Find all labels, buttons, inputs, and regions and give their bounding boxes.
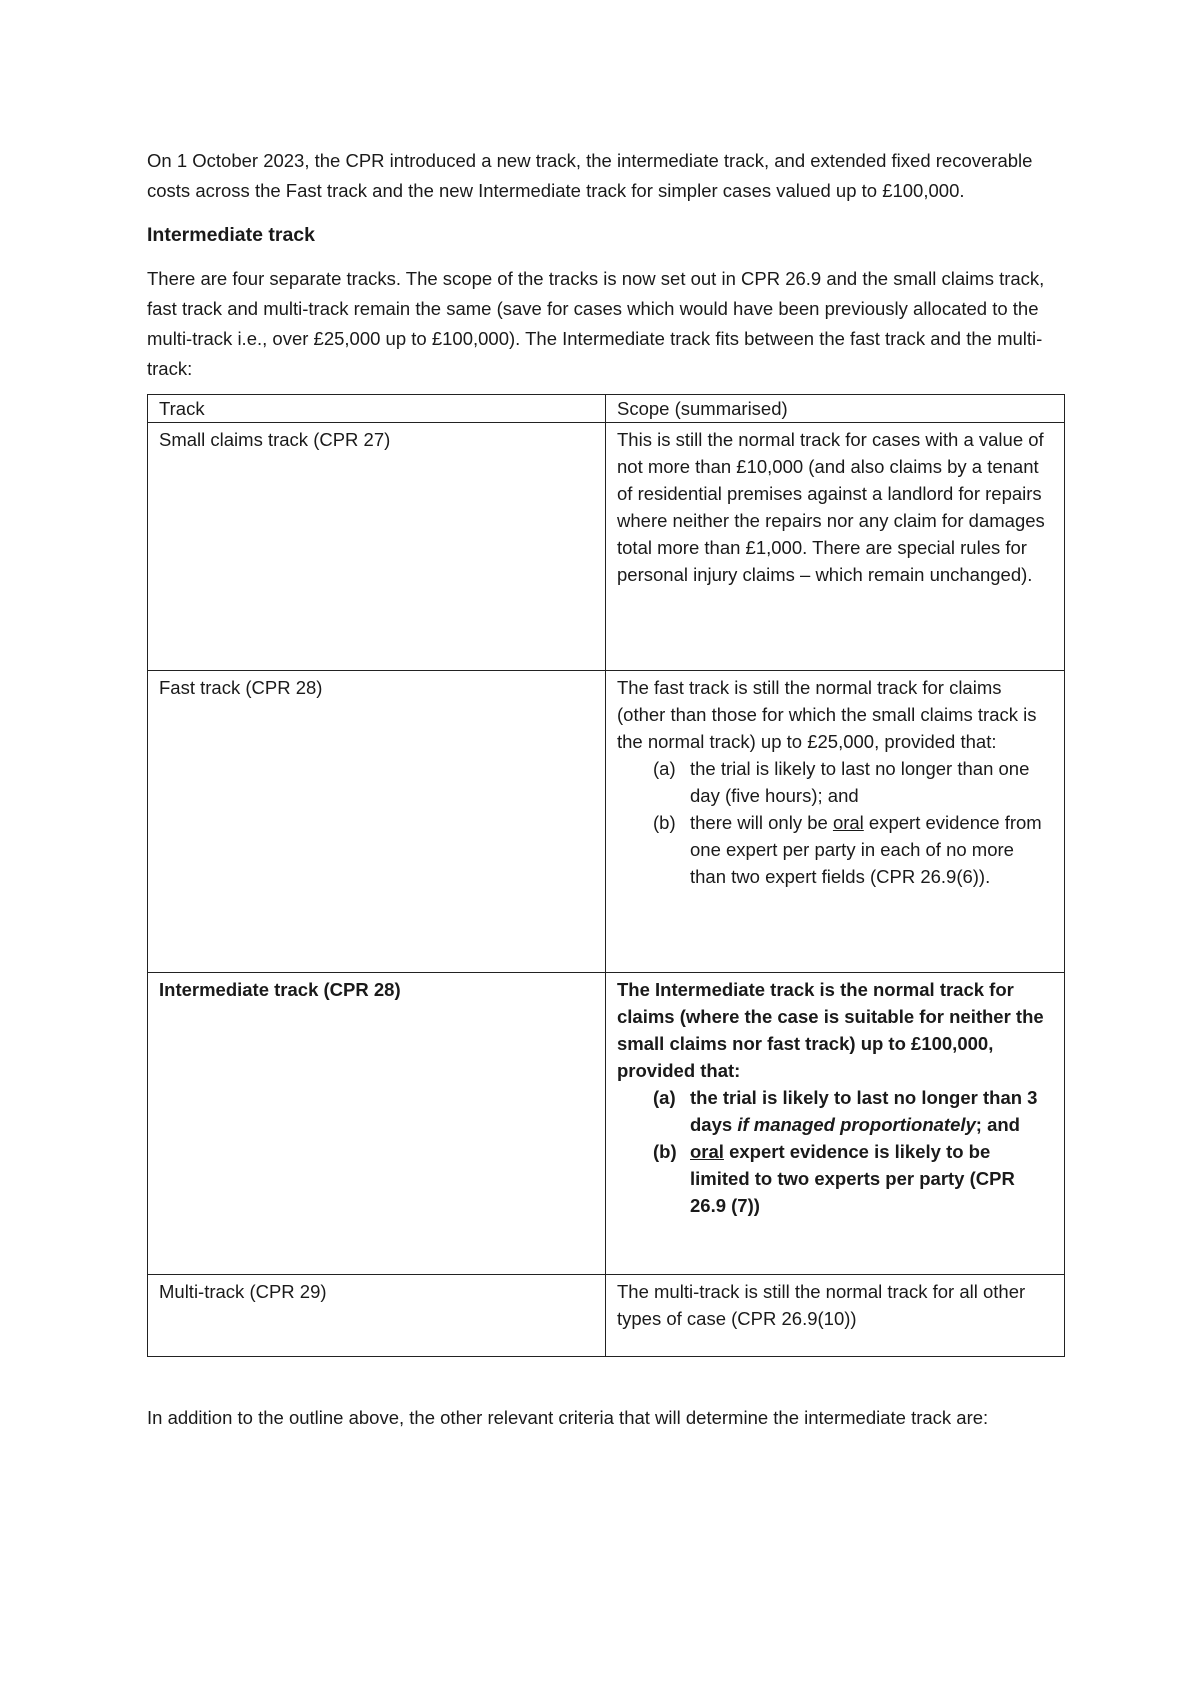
scope-cell: This is still the normal track for cases with a value of not more than £10,000 (and also claims by a tenant of residential premises against a landlord for repairs where neither the repairs nor any claim for damages total more than £1,000. There are special rules for personal injury claims – which remain unchanged). [606,423,1065,671]
condition-b [653,809,1054,890]
condition-marker: (a) [653,1087,676,1108]
table-row-intermediate-track [148,973,1065,1275]
condition-text: expert evidence from one expert per party in each of no more than two expert fields (CPR 26.9(6)). [690,812,1042,887]
condition-a [653,755,1054,809]
condition-text: the trial is likely to last no longer than one day (five hours); and [690,758,1030,806]
track-cell: Fast track (CPR 28) [148,671,606,973]
condition-a [653,1084,1054,1138]
lead-paragraph: There are four separate tracks. The scope of the tracks is now set out in CPR 26.9 and the small claims track, fast track and multi-track remain the same (save for cases which would have been previously allocated to the multi-track i.e., over £25,000 up to £100,000). The Intermediate track fits between the fast track and the multi-track: [147,268,1045,379]
condition-marker: (b) [653,812,676,833]
tracks-table [147,394,1065,1357]
condition-underlined: oral [832,812,864,833]
conditions-list [617,1084,1054,1219]
table-row-multi-track [148,1275,1065,1357]
condition-text: ; and [975,1114,1020,1135]
condition-underlined: oral [690,1141,724,1162]
condition-marker: (b) [653,1141,677,1162]
table-header-row [148,395,1065,423]
condition-text: expert evidence is likely to be limited to two experts per party (CPR 26.9 (7)) [690,1141,1015,1216]
table-row-small-claims [148,423,1065,671]
header-track: Track [148,395,606,423]
conditions-list [617,755,1054,890]
condition-marker: (a) [653,758,676,779]
section-heading: Intermediate track [147,224,315,246]
table-row-fast-track [148,671,1065,973]
condition-b [653,1138,1054,1219]
condition-text: there will only be [690,812,833,833]
track-cell: Multi-track (CPR 29) [148,1275,606,1357]
condition-text: the trial is likely to last no longer than 3 days [690,1087,1038,1135]
condition-italic: if managed proportionately [737,1114,976,1135]
intro-paragraph: On 1 October 2023, the CPR introduced a new track, the intermediate track, and extended fixed recoverable costs across the Fast track and the new Intermediate track for simpler cases valued up to £100,000. [147,150,1033,201]
outro-paragraph: In addition to the outline above, the other relevant criteria that will determine the intermediate track are: [147,1407,989,1428]
scope-cell [606,973,1065,1275]
document-page [147,146,1067,1433]
scope-text: The fast track is still the normal track for claims (other than those for which the small claims track is the normal track) up to £25,000, provided that: [617,677,1037,752]
header-scope: Scope (summarised) [606,395,1065,423]
scope-text: The Intermediate track is the normal track for claims (where the case is suitable for neither the small claims nor fast track) up to £100,000, provided that: [617,979,1044,1081]
scope-cell [606,671,1065,973]
track-cell: Small claims track (CPR 27) [148,423,606,671]
track-cell: Intermediate track (CPR 28) [148,973,606,1275]
scope-cell: The multi-track is still the normal track for all other types of case (CPR 26.9(10)) [606,1275,1065,1357]
